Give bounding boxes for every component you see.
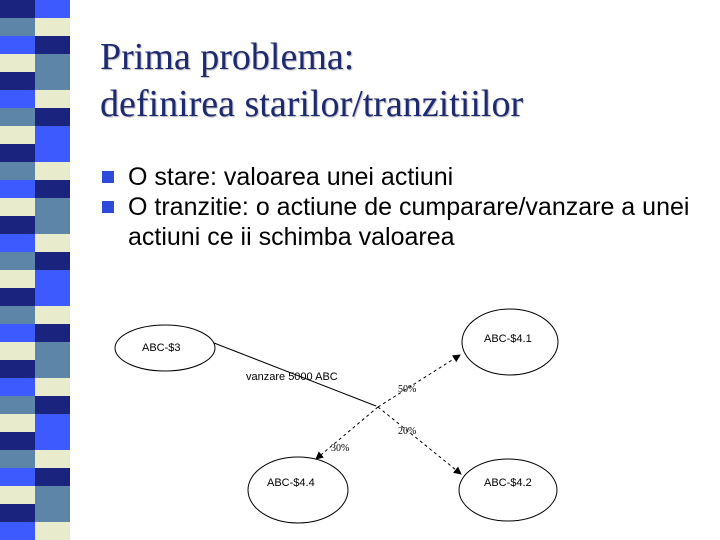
transition-edge: [378, 407, 461, 474]
action-label: vanzare 5000 ABC: [246, 371, 338, 383]
title-line-2: definirea starilor/tranzitiilor: [100, 83, 524, 125]
state-label: ABC-$4.2: [484, 477, 532, 489]
state-node: [248, 457, 348, 523]
state-node: [459, 459, 557, 521]
probability-label: 20%: [398, 426, 417, 437]
probability-label: 30%: [331, 443, 350, 454]
transition-edge: [378, 355, 460, 407]
state-label: ABC-$4.1: [484, 333, 532, 345]
state-label: ABC-$3: [142, 342, 181, 354]
probability-label: 50%: [398, 384, 417, 395]
bullet-text: O tranzitie: o actiune de cumparare/vanzare a unei actiuni ce ii schimba valoarea: [128, 193, 690, 251]
bullet-text: O stare: valoarea unei actiuni: [128, 163, 454, 191]
title-line-1: Prima problema:: [100, 36, 355, 78]
state-label: ABC-$4.4: [267, 477, 315, 489]
